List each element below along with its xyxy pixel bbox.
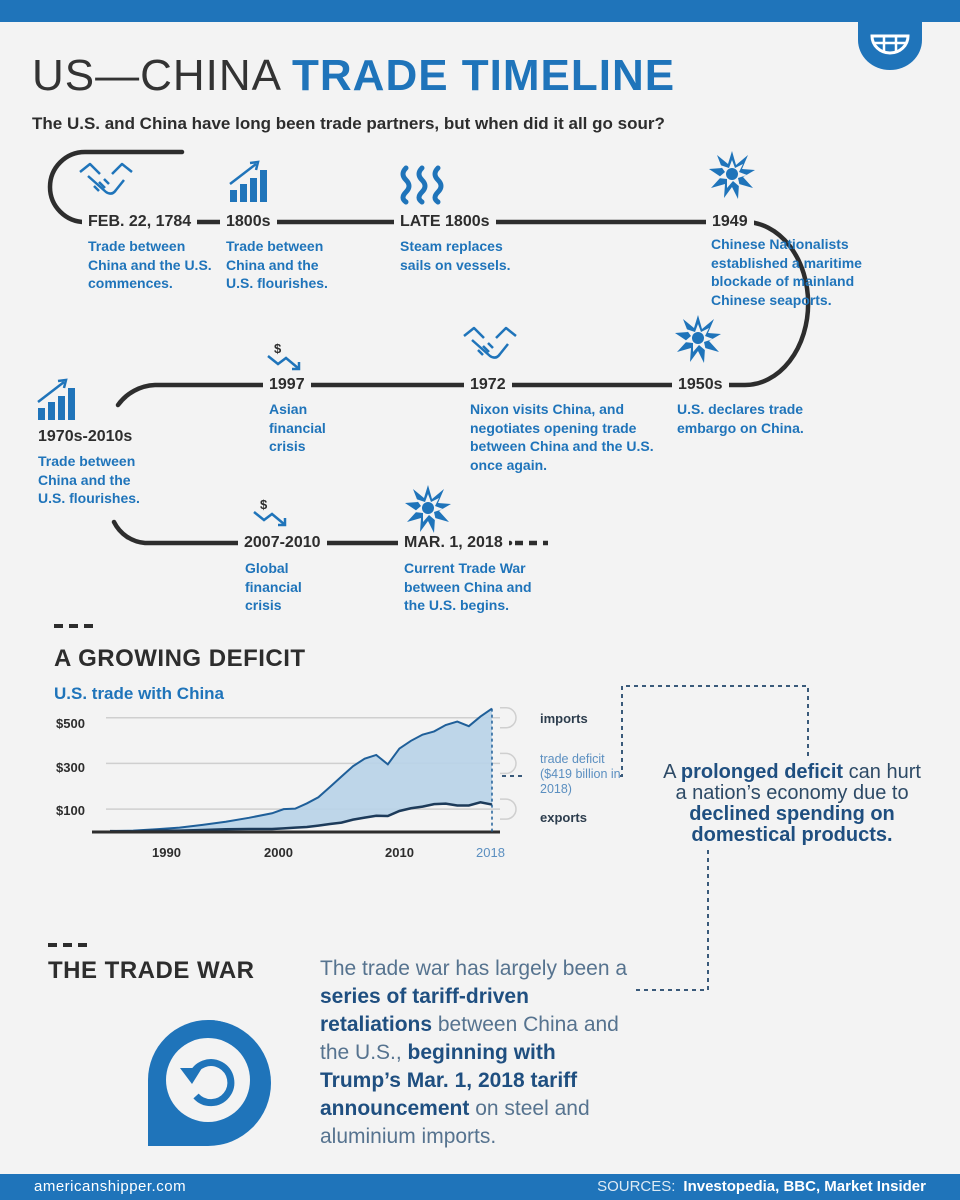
timeline-date: 1800s: [220, 213, 277, 231]
legend-deficit-note: ($419 billion in 2018): [540, 767, 621, 796]
timeline-desc: Trade between China and the U.S. flourishes.: [226, 238, 328, 291]
x-tick-label: 2000: [264, 845, 293, 860]
y-tick-label: $500: [56, 716, 85, 731]
timeline-date: MAR. 1, 2018: [398, 534, 509, 552]
timeline-date: LATE 1800s: [394, 213, 496, 231]
trade-war-text: The trade war has largely been a series of tariff-driven retaliations between China and the U.S., beginning with Trump’s Mar. 1, 2018 tariff announcement on steel and aluminium imports.: [320, 957, 628, 1148]
footer-sources: SOURCES: Investopedia, BBC, Market Insider: [597, 1178, 926, 1195]
timeline-desc: Asian financial crisis: [269, 401, 326, 454]
x-tick-label: 2010: [385, 845, 414, 860]
timeline-desc: Global financial crisis: [245, 560, 302, 613]
timeline-desc: Nixon visits China, and negotiates opening trade between China and the U.S. once again.: [470, 401, 654, 473]
deficit-callout: A prolonged deficit can hurt a nation’s economy due to declined spending on domestical products.: [663, 761, 921, 846]
title-part-1: US—CHINA: [32, 51, 283, 100]
timeline-date: FEB. 22, 1784: [82, 213, 197, 231]
svg-text:$: $: [274, 341, 282, 356]
timeline-date: 1950s: [672, 376, 729, 394]
retaliation-cycle-icon: [146, 1018, 276, 1148]
timeline-date: 1997: [263, 376, 311, 394]
title-part-2: TRADE TIMELINE: [292, 51, 676, 100]
x-tick-label: 1990: [152, 845, 181, 860]
deficit-heading: A GROWING DEFICIT: [54, 645, 306, 672]
section-dashes: [48, 943, 88, 951]
timeline-desc: Trade between China and the U.S. flourishes.: [38, 453, 140, 506]
page-subtitle: The U.S. and China have long been trade partners, but when did it all go sour?: [32, 114, 665, 133]
timeline-desc: Current Trade War between China and the U.S. begins.: [404, 560, 532, 613]
timeline-desc: Steam replaces sails on vessels.: [400, 238, 511, 273]
trade-war-heading: THE TRADE WAR: [48, 957, 255, 984]
y-tick-label: $300: [56, 760, 85, 775]
footer-site-link[interactable]: americanshipper.com: [34, 1178, 187, 1195]
legend-exports: exports: [540, 810, 587, 825]
x-tick-label: 2018: [476, 845, 505, 860]
timeline-date: 1970s-2010s: [32, 428, 138, 446]
svg-text:$: $: [260, 497, 268, 512]
legend-deficit: trade deficit: [540, 752, 605, 766]
chart-title: U.S. trade with China: [54, 684, 225, 703]
timeline-date: 2007-2010: [238, 534, 327, 552]
timeline-date: 1949: [706, 213, 754, 231]
legend-imports: imports: [540, 711, 588, 726]
timeline-date: 1972: [464, 376, 512, 394]
timeline-desc: Chinese Nationalists established a maritime blockade of mainland Chinese seaports.: [711, 236, 862, 308]
timeline-desc: Trade between China and the U.S. commences.: [88, 238, 212, 291]
timeline-desc: U.S. declares trade embargo on China.: [677, 401, 804, 436]
y-tick-label: $100: [56, 803, 85, 818]
